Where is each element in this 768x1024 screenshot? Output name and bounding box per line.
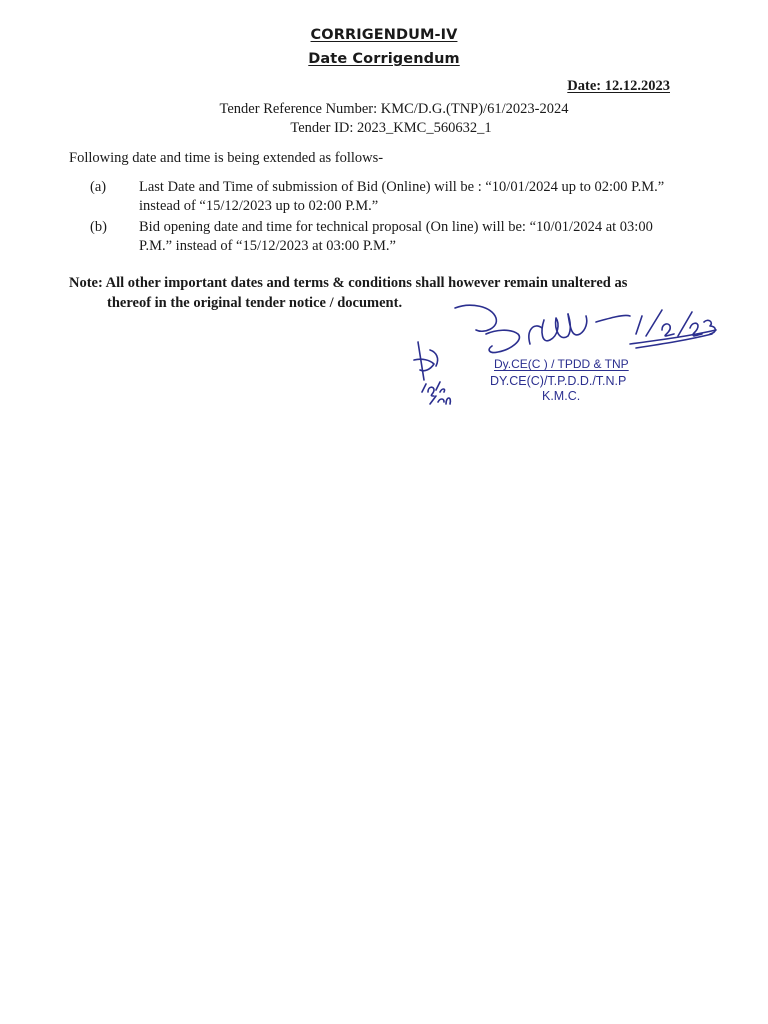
document-date: Date: 12.12.2023 (567, 78, 670, 94)
stamp-designation: Dy.CE(C ) / TPDD & TNP (494, 357, 629, 371)
stamp-department: DY.CE(C)/T.P.D.D./T.N.P (490, 374, 627, 388)
intro-text: Following date and time is being extended as follows- (69, 150, 384, 166)
signature-block (400, 300, 740, 440)
note-line-2: thereof in the original tender notice / document. (107, 295, 403, 311)
list-item-text: Bid opening date and time for technical proposal (On line) will be: “10/01/2024 at 03:00 P.M.” instead of “15/12/2023 at 03:00 P.M.” (139, 219, 653, 254)
stamp-organization: K.M.C. (542, 389, 581, 403)
document-title: CORRIGENDUM-IV (310, 27, 458, 43)
list-marker: (a) (90, 179, 107, 195)
list-marker: (b) (90, 219, 107, 235)
note-line-1: Note: All other important dates and terms & conditions shall however remain unaltered as (69, 275, 628, 291)
document-subtitle: Date Corrigendum (308, 51, 460, 67)
tender-id: Tender ID: 2023_KMC_560632_1 (290, 120, 492, 136)
list-item-text: Last Date and Time of submission of Bid (Online) will be : “10/01/2024 up to 02:00 P.M.” instead of “15/12/2023 up to 02:00 P.M.” (139, 179, 665, 214)
tender-reference-number: Tender Reference Number: KMC/D.G.(TNP)/61/2023-2024 (219, 101, 569, 117)
